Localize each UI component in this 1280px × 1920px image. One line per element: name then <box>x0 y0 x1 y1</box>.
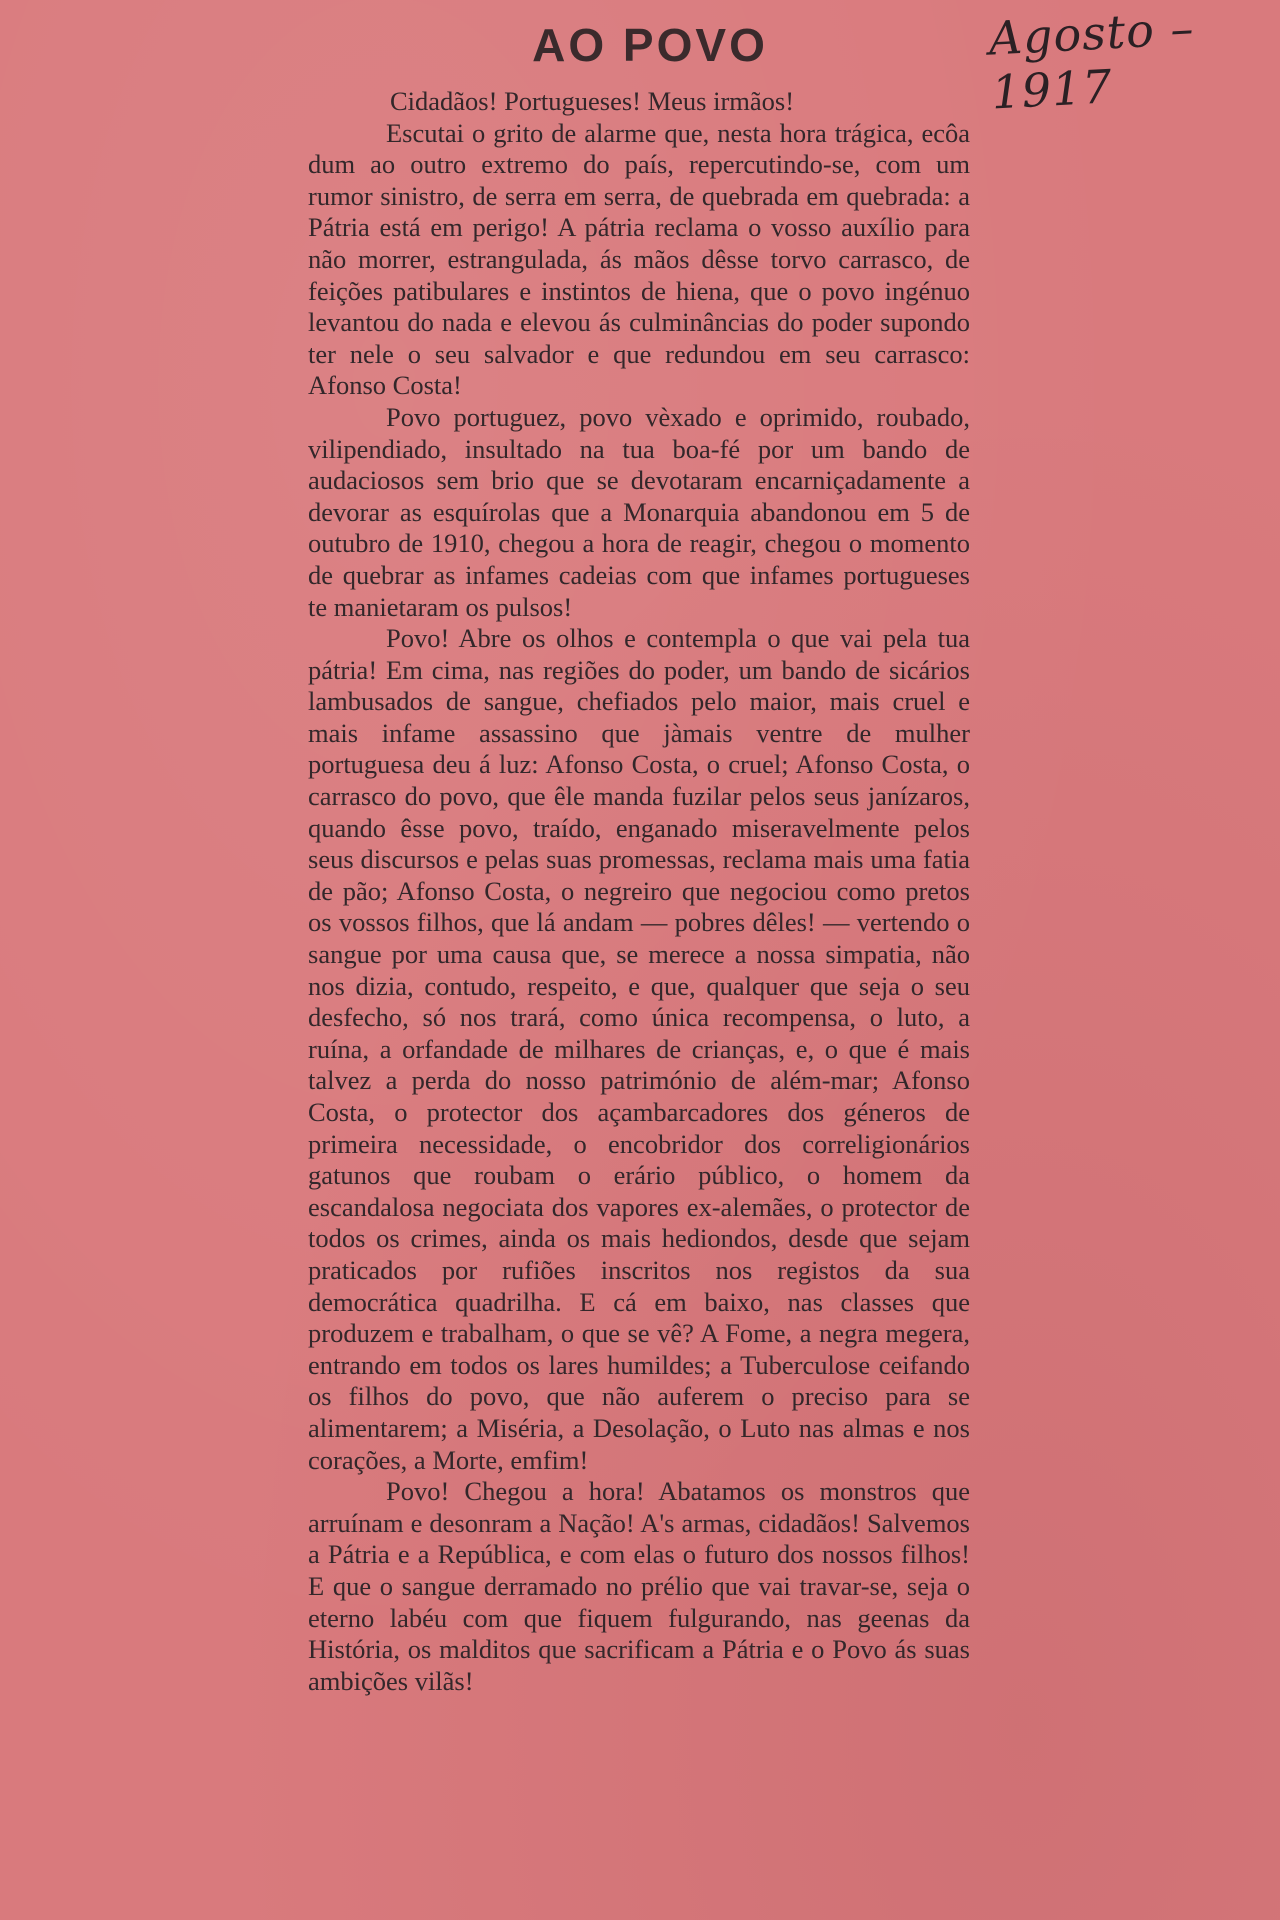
paragraph-salutation: Cidadãos! Portugueses! Meus irmãos! <box>390 86 795 116</box>
paragraph-1: Escutai o grito de alarme que, nesta hora trágica, ecôa dum ao outro extremo do país, repercutindo-se, com um rumor sinistro, de serra em serra, de quebrada em quebrada: a Pátria está em perigo! A pátria reclama o vosso auxílio para não morrer, estrangulada, ás mãos dêsse torvo carrasco, de feições patibulares e instintos de hiena, que o povo ingénuo levantou do nada e elevou ás culminâncias do poder supondo ter nele o seu salvador e que redundou em seu carrasco: Afonso Costa! <box>308 117 970 401</box>
paragraph-2: Povo portuguez, povo vèxado e oprimido, roubado, vilipendiado, insultado na tua boa-fé por um bando de audaciosos sem brio que se devotaram encarniçadamente a devorar as esquírolas que a Monarquia abandonou em 5 de outubro de 1910, chegou a hora de reagir, chegou o momento de quebrar as infames cadeias com que infames portugueses te manietaram os pulsos! <box>308 401 970 622</box>
document-body <box>308 86 970 1697</box>
paragraph-3: Povo! Abre os olhos e contempla o que vai pela tua pátria! Em cima, nas regiões do poder, um bando de sicários lambusados de sangue, chefiados pelo maior, mais cruel e mais infame assassino que jàmais ventre de mulher portuguesa deu á luz: Afonso Costa, o cruel; Afonso Costa, o carrasco do povo, que êle manda fuzilar pelos seus janízaros, quando êsse povo, traído, enganado miseravelmente pelos seus discursos e pelas suas promessas, reclama mais uma fatia de pão; Afonso Costa, o negreiro que negociou como pretos os vossos filhos, que lá andam — pobres dêles! — vertendo o sangue por uma causa que, se merece a nossa simpatia, não nos dizia, contudo, respeito, e que, qualquer que seja o seu desfecho, só nos trará, como única recompensa, o luto, a ruína, a orfandade de milhares de crianças, e, o que é mais talvez a perda do nosso património de além-mar; Afonso Costa, o protector dos açambarcadores dos géneros de primeira necessidade, o encobridor dos correligionários gatunos que roubam o erário público, o homem da escandalosa negociata dos vapores ex-alemães, o protector de todos os crimes, ainda os mais hediondos, desde que sejam praticados por rufiões inscritos nos registos da sua democrática quadrilha. E cá em baixo, nas classes que produzem e trabalham, o que se vê? A Fome, a negra megera, entrando em todos os lares humildes; a Tuberculose ceifando os filhos do povo, que não auferem o preciso para se alimentarem; a Miséria, a Desolação, o Luto nas almas e nos corações, a Morte, emfim! <box>308 623 970 1475</box>
paragraph-4: Povo! Chegou a hora! Abatamos os monstros que arruínam e desonram a Nação! A's armas, cidadãos! Salvemos a Pátria e a República, e com elas o futuro dos nossos filhos! E que o sangue derramado no prélio que vai travar-se, seja o eterno labéu com que fiquem fulgurando, nas geenas da História, os malditos que sacrificam a Pátria e o Povo ás suas ambições vilãs! <box>308 1476 970 1696</box>
handwritten-date-note: Agosto – 1917 <box>987 0 1196 120</box>
document-title: AO POVO <box>532 19 768 71</box>
